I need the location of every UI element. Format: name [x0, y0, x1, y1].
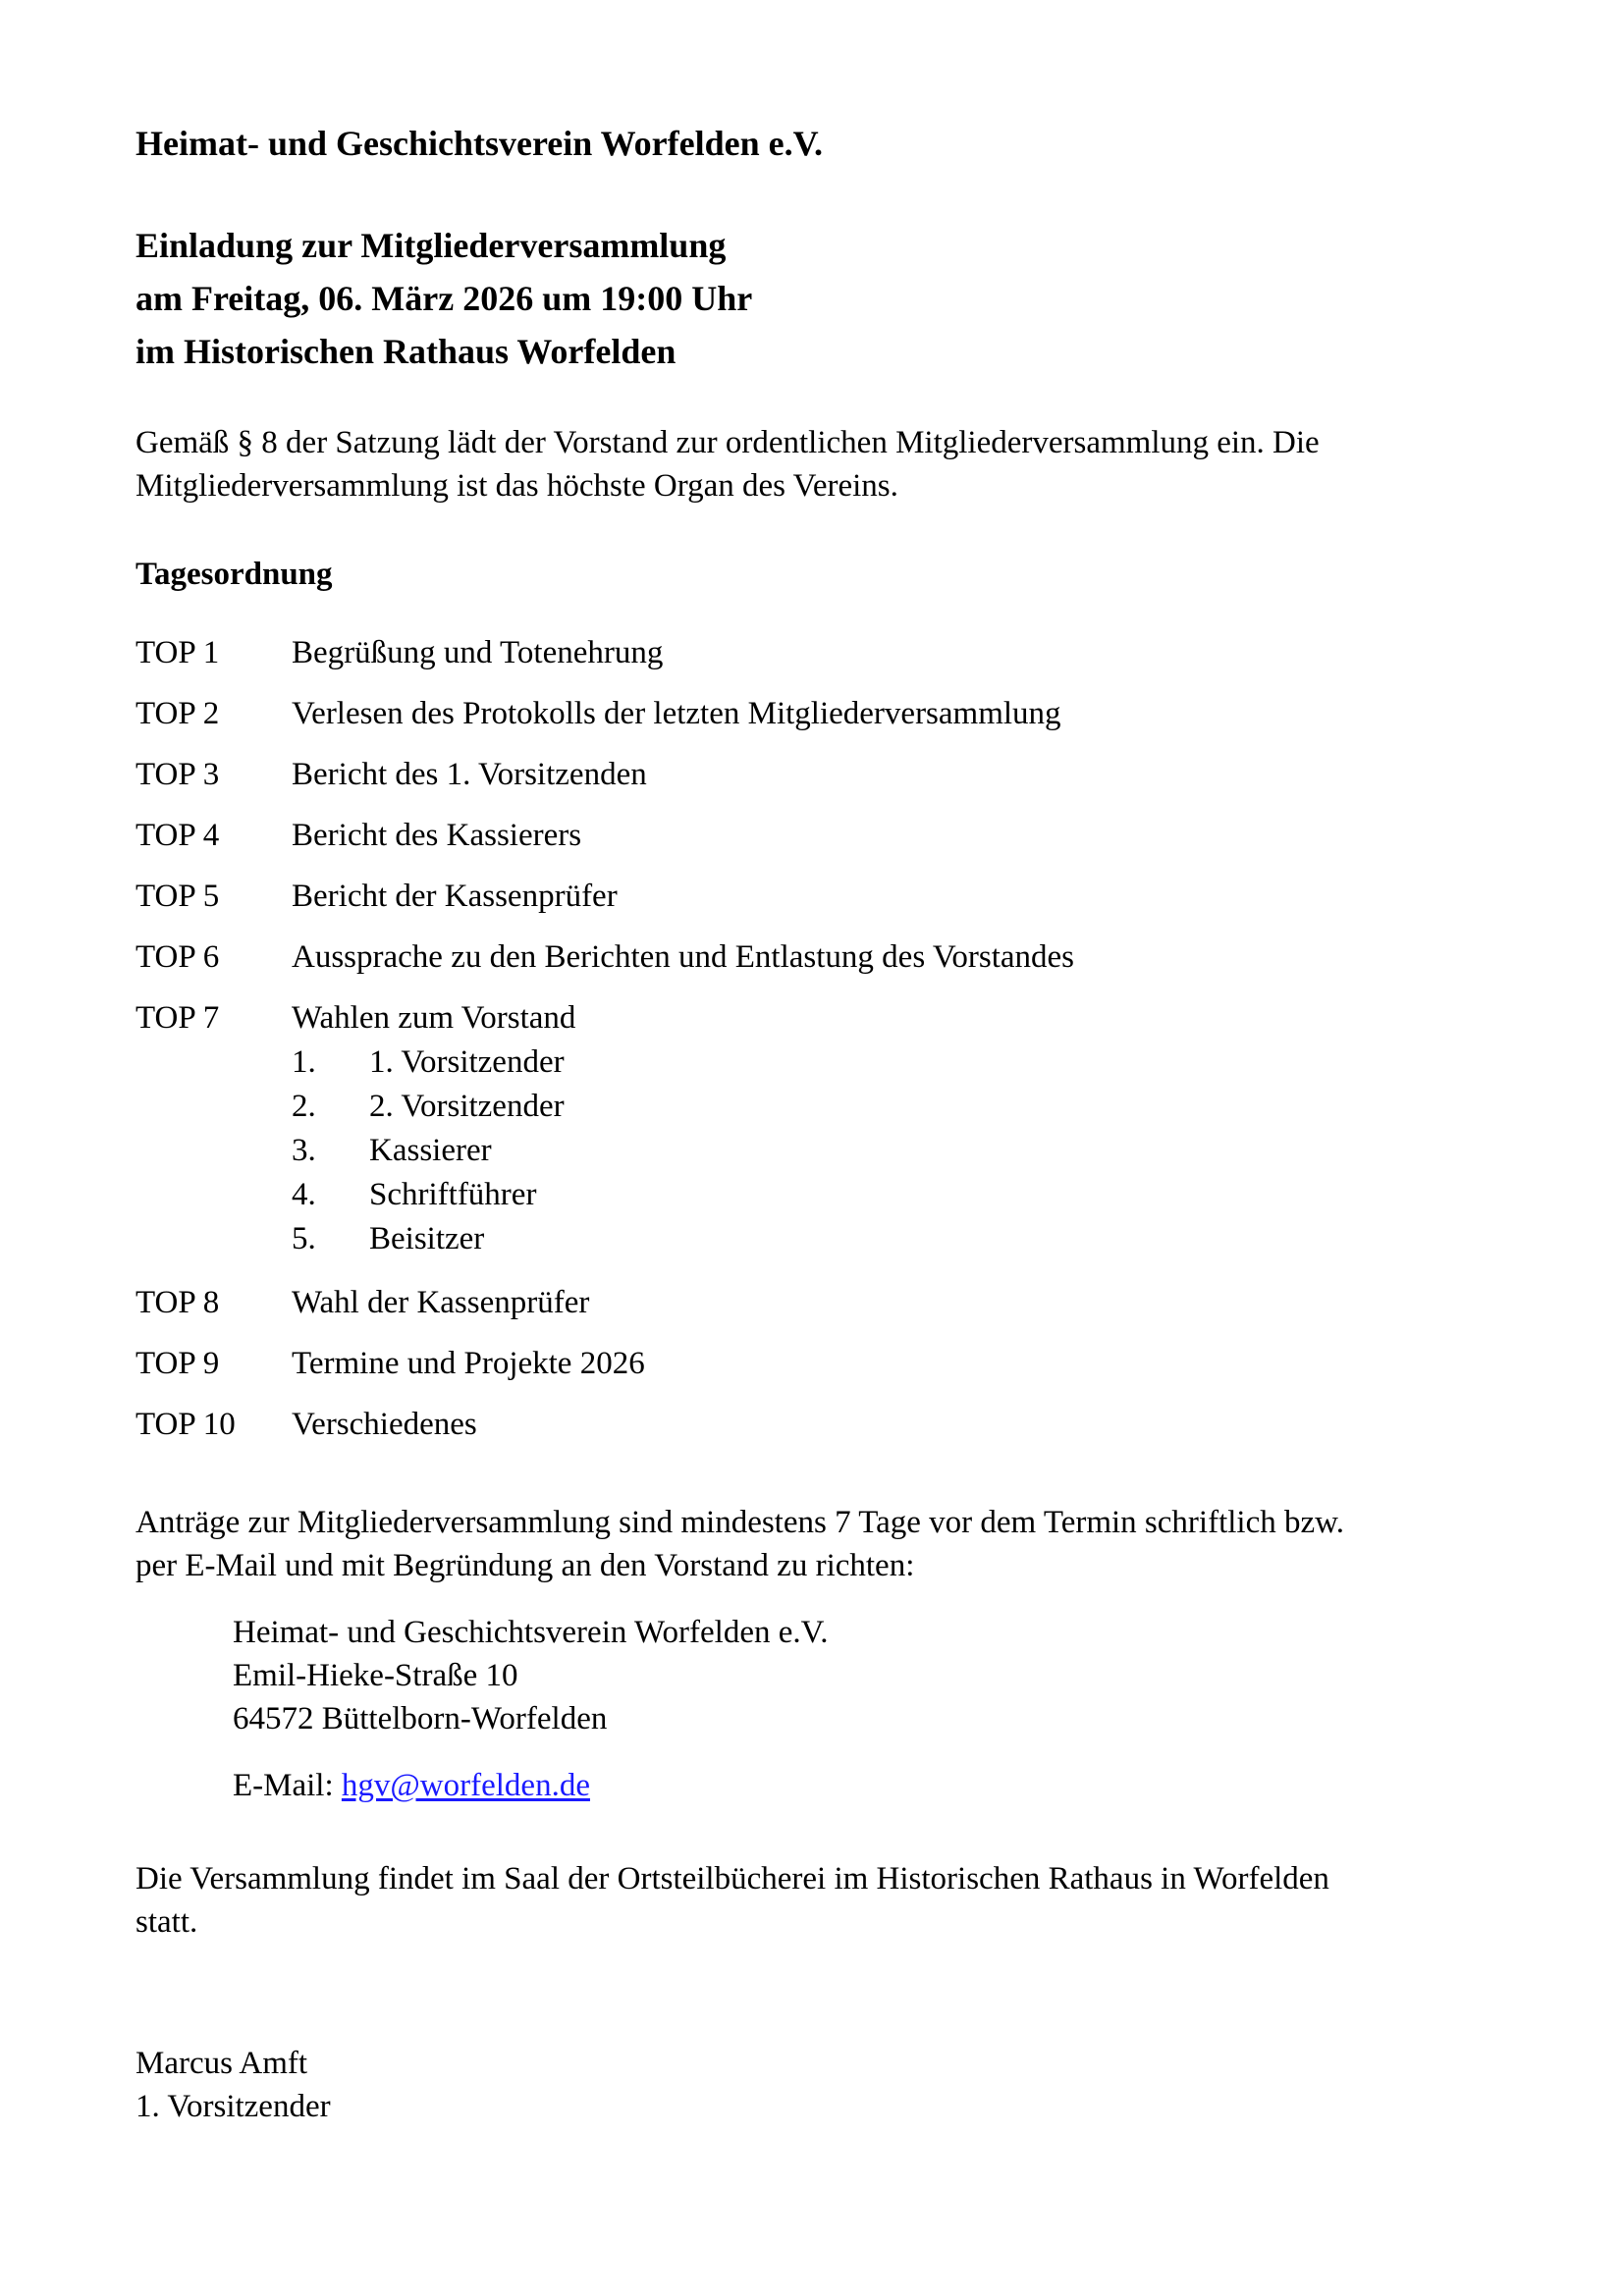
venue-line-2: statt. — [135, 1904, 198, 1940]
agenda-item-number: TOP 5 — [135, 879, 220, 914]
intro-line-1: Gemäß § 8 der Satzung lädt der Vorstand zur ordentlichen Mitgliederversammlung ein. Die — [135, 425, 1320, 460]
election-item-text: Beisitzer — [369, 1221, 485, 1256]
agenda-item-text: Wahl der Kassenprüfer — [292, 1285, 590, 1320]
agenda-item-number: TOP 2 — [135, 696, 220, 731]
agenda-heading: Tagesordnung — [135, 557, 333, 592]
election-item-number: 4. — [292, 1177, 316, 1212]
agenda-item-number: TOP 1 — [135, 635, 220, 670]
email-link[interactable]: hgv@worfelden.de — [341, 1768, 590, 1803]
invitation-location: im Historischen Rathaus Worfelden — [135, 332, 677, 371]
agenda-item-text: Wahlen zum Vorstand — [292, 1000, 576, 1036]
intro-line-2: Mitgliederversammlung ist das höchste Organ des Vereins. — [135, 468, 898, 504]
motions-line-1: Anträge zur Mitgliederversammlung sind mindestens 7 Tage vor dem Termin schriftlich bzw. — [135, 1505, 1345, 1540]
venue-line-1: Die Versammlung findet im Saal der Ortsteilbücherei im Historischen Rathaus in Worfelden — [135, 1861, 1329, 1896]
agenda-item-number: TOP 10 — [135, 1407, 236, 1442]
signature-name: Marcus Amft — [135, 2046, 308, 2081]
email-label: E-Mail: — [233, 1768, 342, 1803]
address-street: Emil-Hieke-Straße 10 — [233, 1658, 518, 1693]
election-item-text: Schriftführer — [369, 1177, 537, 1212]
address-name: Heimat- und Geschichtsverein Worfelden e.V. — [233, 1615, 829, 1650]
agenda-item-text: Bericht des 1. Vorsitzenden — [292, 757, 647, 792]
agenda-item-number: TOP 9 — [135, 1346, 220, 1381]
signature-role: 1. Vorsitzender — [135, 2089, 331, 2124]
address-city: 64572 Büttelborn-Worfelden — [233, 1701, 608, 1736]
org-title: Heimat- und Geschichtsverein Worfelden e.V. — [135, 124, 823, 163]
agenda-item-text: Begrüßung und Totenehrung — [292, 635, 664, 670]
agenda-item-number: TOP 4 — [135, 818, 220, 853]
agenda-item-text: Bericht der Kassenprüfer — [292, 879, 618, 914]
agenda-item-text: Aussprache zu den Berichten und Entlastung des Vorstandes — [292, 939, 1075, 975]
election-item-text: 2. Vorsitzender — [369, 1089, 565, 1124]
agenda-item-number: TOP 7 — [135, 1000, 220, 1036]
election-item-text: 1. Vorsitzender — [369, 1044, 565, 1080]
invitation-date: am Freitag, 06. März 2026 um 19:00 Uhr — [135, 279, 753, 318]
agenda-item-text: Termine und Projekte 2026 — [292, 1346, 645, 1381]
agenda-item-number: TOP 6 — [135, 939, 220, 975]
election-item-number: 2. — [292, 1089, 316, 1124]
election-item-number: 5. — [292, 1221, 316, 1256]
agenda-item-text: Verschiedenes — [292, 1407, 477, 1442]
election-item-number: 1. — [292, 1044, 316, 1080]
agenda-item-number: TOP 3 — [135, 757, 220, 792]
agenda-item-text: Verlesen des Protokolls der letzten Mitgliederversammlung — [292, 696, 1061, 731]
invitation-title: Einladung zur Mitgliederversammlung — [135, 226, 727, 265]
motions-line-2: per E-Mail und mit Begründung an den Vorstand zu richten: — [135, 1548, 915, 1583]
election-item-text: Kassierer — [369, 1133, 492, 1168]
email-line — [233, 1766, 590, 1805]
agenda-item-text: Bericht des Kassierers — [292, 818, 582, 853]
election-item-number: 3. — [292, 1133, 316, 1168]
agenda-item-number: TOP 8 — [135, 1285, 220, 1320]
